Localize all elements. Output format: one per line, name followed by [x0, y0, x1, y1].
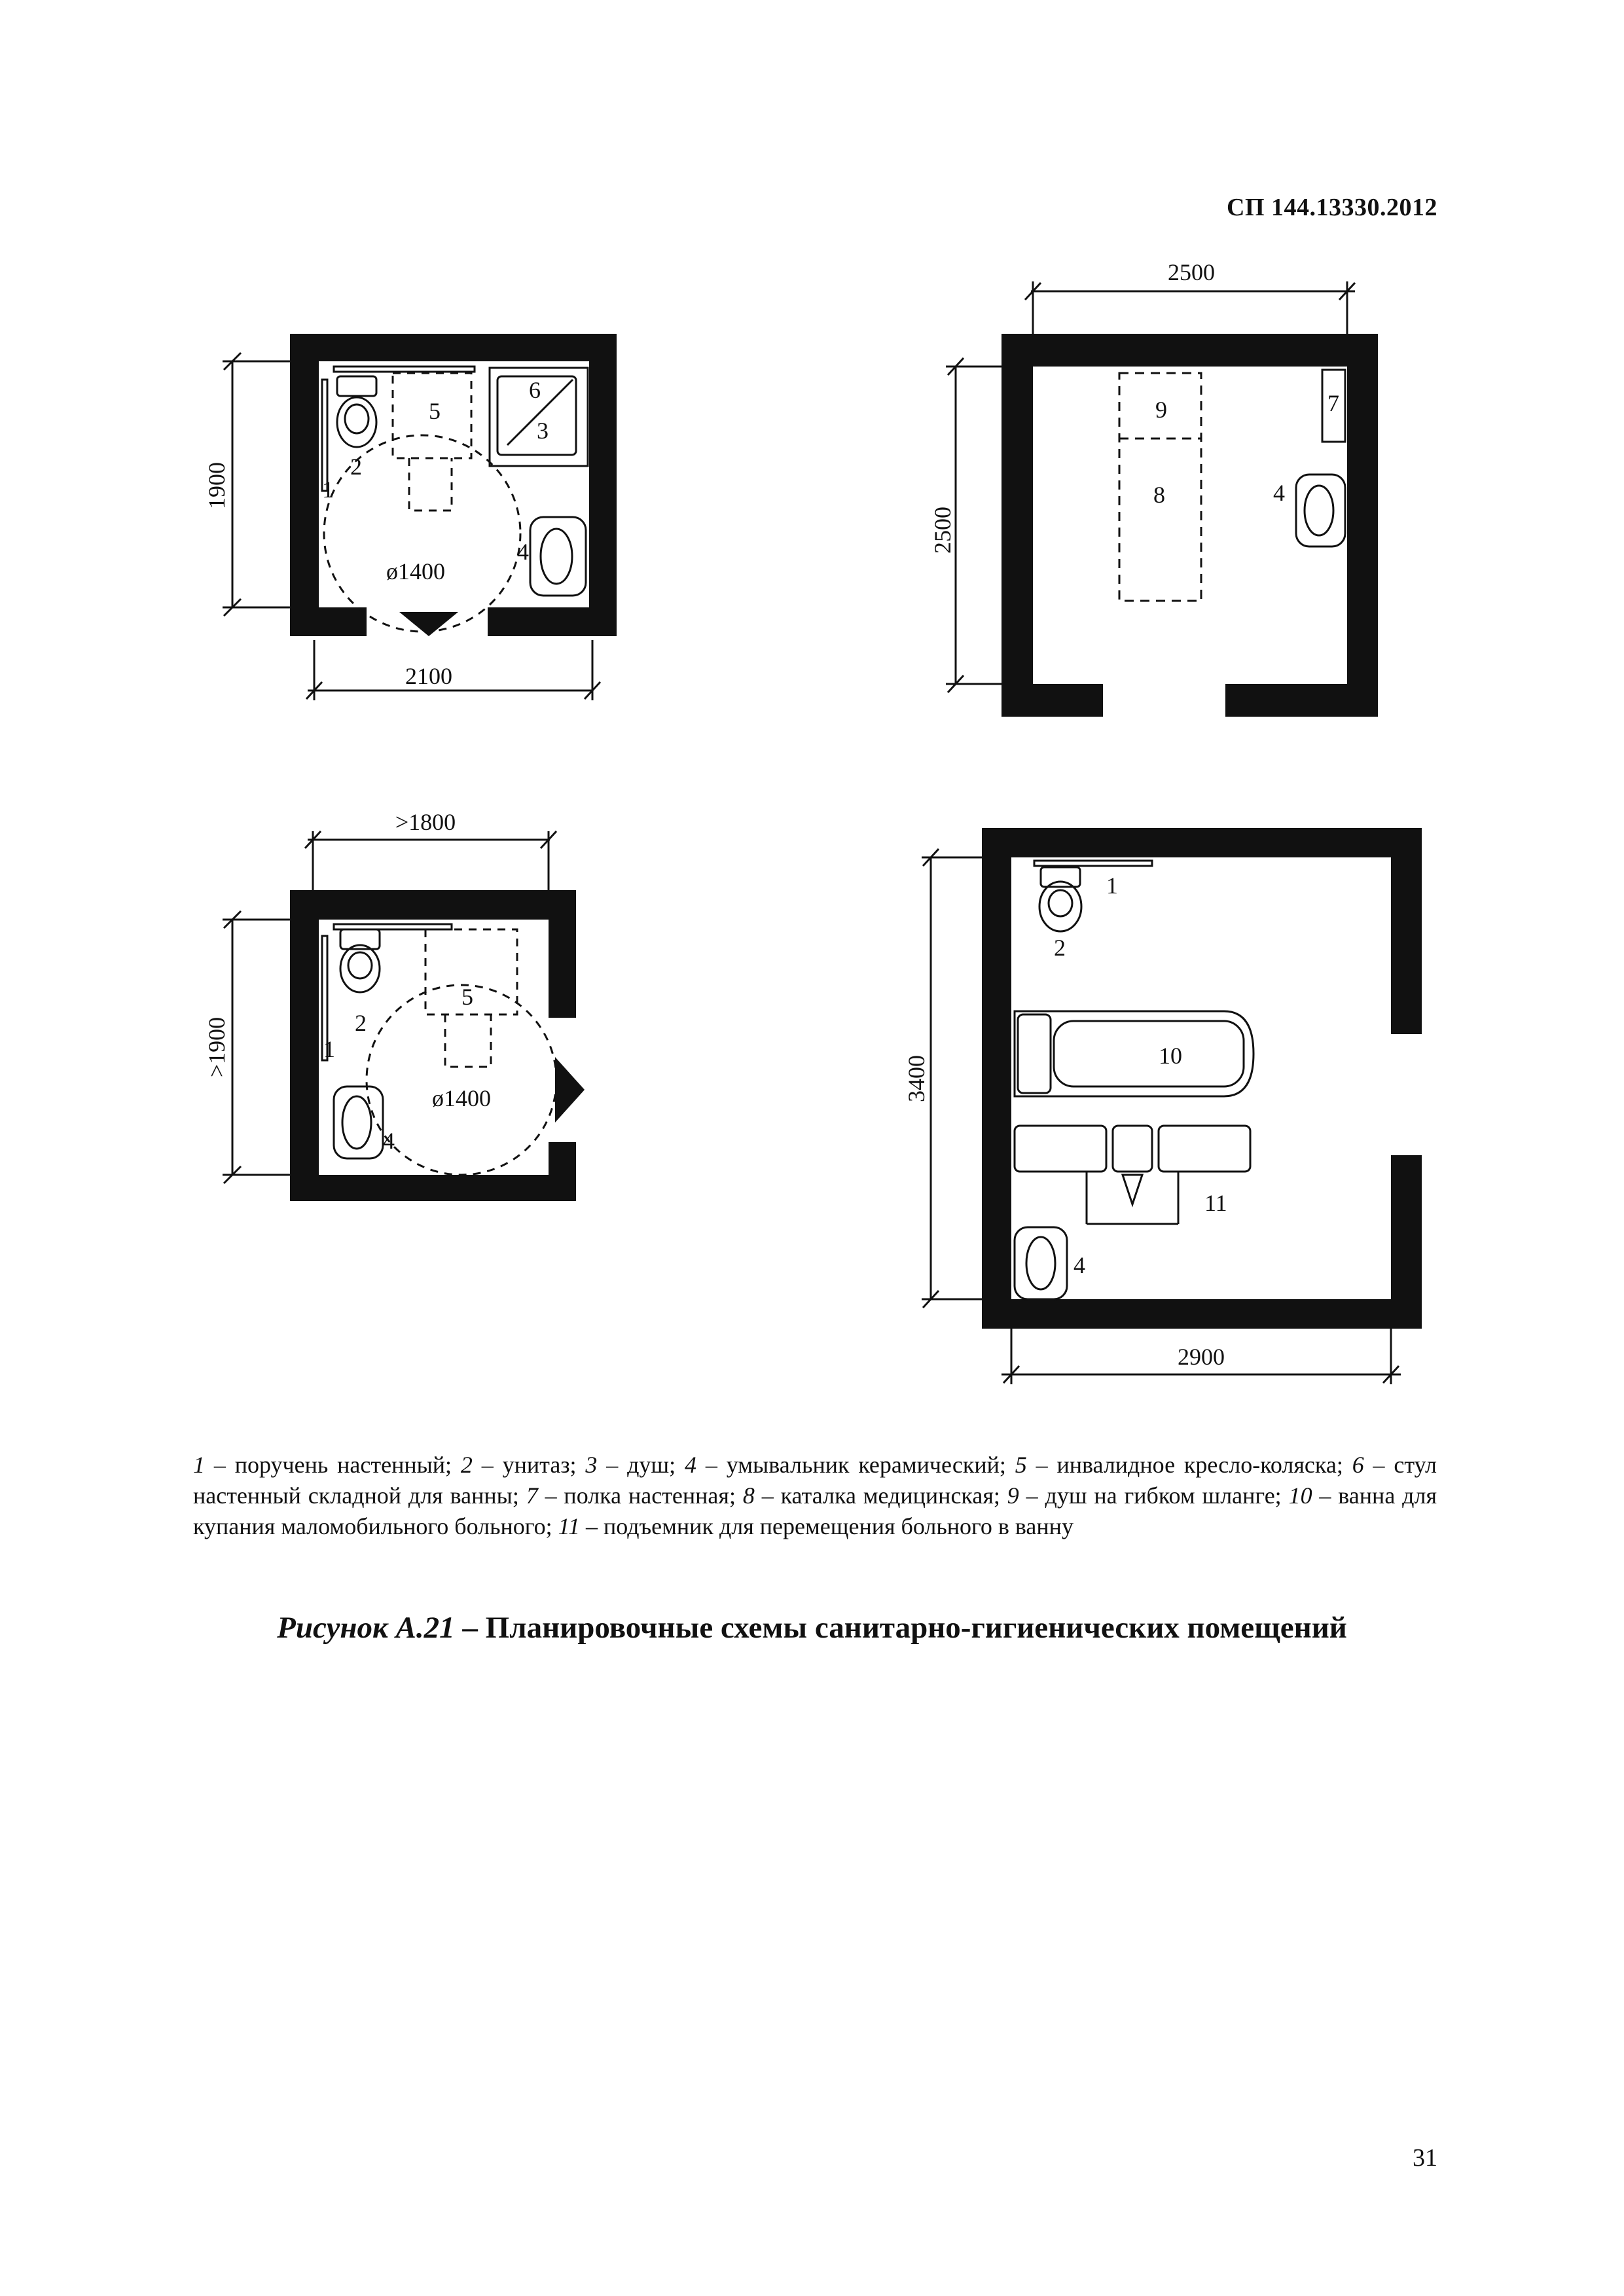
- plan-b-width-label: 2500: [1168, 259, 1215, 285]
- plan-d-label-2: 2: [1054, 935, 1066, 961]
- legend-text: – полка настенная;: [537, 1482, 743, 1509]
- document-code: СП 144.13330.2012: [1227, 194, 1437, 221]
- page-number: 31: [1413, 2144, 1437, 2172]
- plan-a-label-5: 5: [429, 398, 441, 424]
- legend-num: 9: [1007, 1482, 1019, 1509]
- legend-text: – унитаз;: [472, 1452, 586, 1478]
- plan-d-width-label: 2900: [1178, 1344, 1225, 1370]
- legend-text: – ванна для купания маломобильного больного;: [193, 1482, 1437, 1539]
- plan-c-width-label: >1800: [395, 809, 456, 835]
- plan-b-height-label: 2500: [929, 507, 956, 554]
- figure-legend: [193, 1450, 1437, 1542]
- plan-a-label-1: 1: [322, 476, 334, 503]
- legend-text: – стул настенный складной для ванны;: [193, 1452, 1437, 1509]
- plan-b-label-8: 8: [1153, 482, 1165, 508]
- plan-a-label-6: 6: [529, 377, 541, 403]
- plan-d-height-label: 3400: [903, 1055, 929, 1102]
- legend-num: 10: [1288, 1482, 1312, 1509]
- plan-c-label-4: 4: [383, 1128, 395, 1154]
- caption-dash: –: [454, 1611, 486, 1645]
- plan-c: [223, 831, 585, 1201]
- plan-d-label-4: 4: [1074, 1252, 1085, 1278]
- plan-b-label-7: 7: [1327, 390, 1339, 416]
- plan-d-label-10: 10: [1159, 1043, 1182, 1069]
- legend-num: 1: [193, 1452, 205, 1478]
- plan-c-label-1: 1: [323, 1036, 335, 1062]
- plan-a: [223, 334, 617, 700]
- plan-d: [922, 828, 1624, 1384]
- plan-d-label-11: 11: [1204, 1190, 1227, 1216]
- legend-text: – каталка медицинская;: [754, 1482, 1007, 1509]
- legend-num: 4: [685, 1452, 697, 1478]
- legend-num: 11: [558, 1513, 580, 1539]
- plan-a-label-3: 3: [537, 418, 549, 444]
- legend-num: 2: [460, 1452, 473, 1478]
- legend-num: 3: [585, 1452, 598, 1478]
- plan-a-circle-label: ø1400: [386, 558, 445, 584]
- caption-label: Рисунок А.21: [277, 1611, 455, 1645]
- plan-a-label-4: 4: [517, 539, 529, 565]
- plan-a-width-label: 2100: [405, 663, 452, 689]
- plan-b-label-4: 4: [1273, 480, 1285, 506]
- plan-a-height-label: 1900: [204, 462, 230, 509]
- legend-num: 5: [1015, 1452, 1027, 1478]
- legend-text: – душ;: [597, 1452, 685, 1478]
- legend-text: – умывальник керамический;: [696, 1452, 1015, 1478]
- plan-c-label-5: 5: [461, 984, 473, 1010]
- plan-c-label-2: 2: [355, 1010, 367, 1036]
- legend-text: – душ на гибком шланге;: [1019, 1482, 1289, 1509]
- plan-c-circle-label: ø1400: [432, 1085, 491, 1111]
- legend-num: 7: [526, 1482, 538, 1509]
- plan-d-label-1: 1: [1106, 872, 1118, 899]
- legend-text: – поручень настенный;: [205, 1452, 461, 1478]
- figure-caption: [0, 1610, 1624, 1645]
- plan-b-label-9: 9: [1155, 397, 1167, 423]
- plan-a-label-2: 2: [350, 454, 362, 480]
- legend-text: – подъемник для перемещения больного в ванну: [580, 1513, 1074, 1539]
- legend-num: 6: [1352, 1452, 1364, 1478]
- legend-text: – инвалидное кресло-коляска;: [1026, 1452, 1352, 1478]
- legend-num: 8: [742, 1482, 755, 1509]
- plan-c-height-label: >1900: [204, 1016, 230, 1078]
- caption-title: Планировочные схемы санитарно-гигиенических помещений: [485, 1611, 1347, 1645]
